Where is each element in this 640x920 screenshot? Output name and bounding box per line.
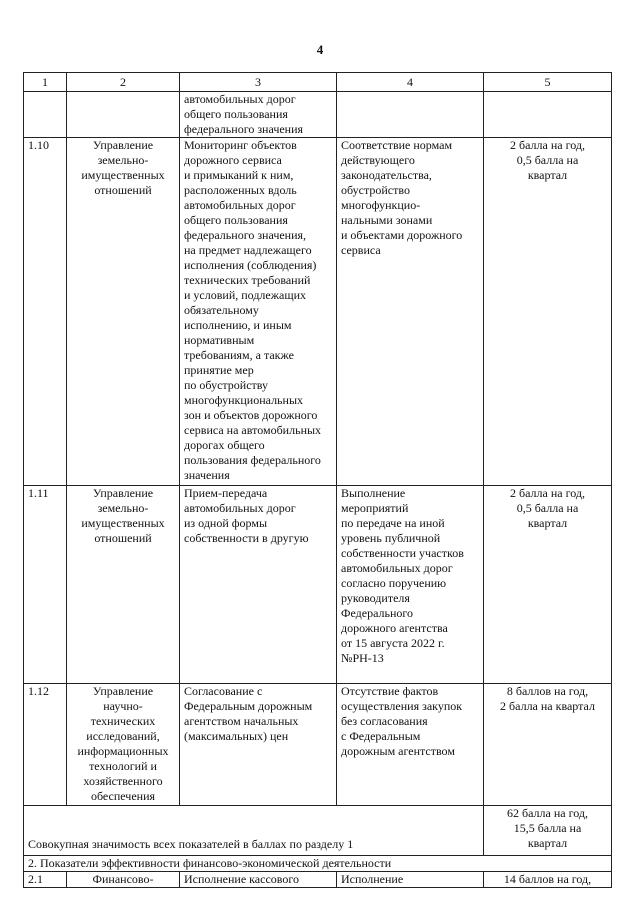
indicator-cell: Мониторинг объектов дорожного сервиса и примыканий к ним, расположенных вдоль автомобильных дорог общего пользования федерального значения, на предмет надлежащего исполнения (соблюдения) технических требований и условий, подлежащих обязательному исполнению, и иным нормативным требованиям, а также принятие мер по обустройству многофункциональных зон и объектов дорожного сервиса на автомобильных дорогах общего пользования федерального значения — [180, 138, 337, 486]
department-cell: Управление земельно- имущественных отношений — [67, 486, 180, 684]
section-2-row — [24, 856, 612, 872]
header-col-1: 1 — [24, 73, 67, 92]
table-row — [24, 684, 612, 806]
row-number — [24, 92, 67, 138]
department-cell: Управление земельно- имущественных отношений — [67, 138, 180, 486]
indicator-cell: Прием-передача автомобильных дорог из одной формы собственности в другую — [180, 486, 337, 684]
row-number: 1.12 — [24, 684, 67, 806]
criterion-cell — [337, 92, 484, 138]
header-col-5: 5 — [484, 73, 612, 92]
table-header-row — [24, 73, 612, 92]
department-cell — [67, 92, 180, 138]
summary-score: 62 балла на год, 15,5 балла на квартал — [484, 806, 612, 856]
score-cell: 2 балла на год, 0,5 балла на квартал — [484, 138, 612, 486]
department-cell: Финансово- — [67, 872, 180, 888]
table-row — [24, 872, 612, 888]
table-row — [24, 138, 612, 486]
row-number: 2.1 — [24, 872, 67, 888]
page-number: 4 — [316, 42, 324, 57]
indicator-cell: автомобильных дорог общего пользования федерального значения — [180, 92, 337, 138]
indicator-cell: Согласование с Федеральным дорожным агентством начальных (максимальных) цен — [180, 684, 337, 806]
table-row — [24, 486, 612, 684]
header-col-3: 3 — [180, 73, 337, 92]
header-col-4: 4 — [337, 73, 484, 92]
score-cell: 14 баллов на год, — [484, 872, 612, 888]
table-row — [24, 92, 612, 138]
score-cell — [484, 92, 612, 138]
criterion-cell: Отсутствие фактов осуществления закупок без согласования с Федеральным дорожным агентством — [337, 684, 484, 806]
criterion-cell: Соответствие нормам действующего законодательства, обустройство многофункцио- нальными зонами и объектами дорожного сервиса — [337, 138, 484, 486]
criterion-cell: Исполнение — [337, 872, 484, 888]
header-col-2: 2 — [67, 73, 180, 92]
criterion-cell: Выполнение мероприятий по передаче на иной уровень публичной собственности участков автомобильных дорог согласно поручению руководителя Федерального дорожного агентства от 15 августа 2022 г. №РН-13 — [337, 486, 484, 684]
row-number: 1.11 — [24, 486, 67, 684]
score-cell: 8 баллов на год, 2 балла на квартал — [484, 684, 612, 806]
score-cell: 2 балла на год, 0,5 балла на квартал — [484, 486, 612, 684]
row-number: 1.10 — [24, 138, 67, 486]
indicator-cell: Исполнение кассового — [180, 872, 337, 888]
summary-label: Совокупная значимость всех показателей в баллах по разделу 1 — [24, 806, 484, 856]
indicators-table — [23, 72, 612, 888]
department-cell: Управление научно- технических исследований, информационных технологий и хозяйственного обеспечения — [67, 684, 180, 806]
section-2-title: 2. Показатели эффективности финансово-экономической деятельности — [24, 856, 612, 872]
summary-row — [24, 806, 612, 856]
